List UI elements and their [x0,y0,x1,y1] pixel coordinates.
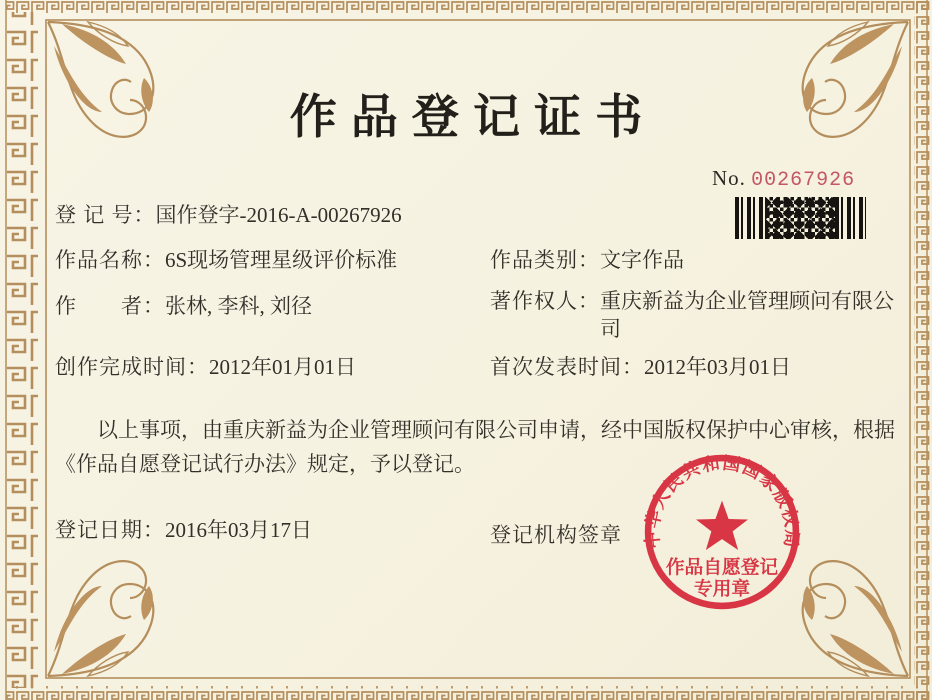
star-icon [696,501,748,550]
registration-number-value: 国作登字-2016-A-00267926 [155,203,402,227]
barcode-bars-left [735,197,766,239]
field-author [55,290,312,320]
serial-number [712,166,855,192]
creation-date-value: 2012年01月01日 [209,355,356,379]
field-copyright-owner [490,287,920,344]
registration-number-label: 登 记 号： [55,203,156,227]
serial-number-value: 00267926 [751,169,856,192]
author-label: 作 者： [55,294,165,318]
work-name-value: 6S现场管理星级评价标准 [165,248,398,272]
serial-number-label: No. [712,166,746,190]
work-name-label: 作品名称： [55,248,165,272]
field-first-publish-date [490,351,791,381]
copyright-owner-label: 著作权人： [490,289,600,313]
registration-statement: 以上事项，由重庆新益为企业管理顾问有限公司申请，经中国版权保护中心审核，根据《作品自愿登记试行办法》规定，予以登记。 [55,418,895,476]
seal-arc-text: 中华人民共和国国家版权局 [641,452,803,550]
registration-date-value: 2016年03月17日 [165,518,312,542]
work-type-label: 作品类别： [490,248,600,272]
org-signature-label: 登记机构签章 [490,523,622,547]
first-publish-date-value: 2012年03月01日 [644,355,791,379]
work-type-value: 文字作品 [600,248,684,272]
first-publish-date-label: 首次发表时间： [490,355,644,379]
seal-line1: 作品自愿登记 [665,557,779,579]
copyright-owner-value: 重庆新益为企业管理顾问有限公司 [600,289,894,342]
barcode-bars-right [835,197,866,239]
certificate-title: 作品登记证书 [289,92,657,144]
registration-date-label: 登记日期： [55,518,165,542]
field-work-type [490,244,684,274]
author-value: 张林, 李科, 刘径 [165,294,312,318]
field-org-signature [490,519,622,549]
seal-line2: 专用章 [693,578,751,600]
official-seal [641,451,803,613]
field-registration-date [55,514,312,544]
barcode [735,197,866,239]
field-registration-number [55,199,402,229]
field-work-name [55,244,397,274]
barcode-2d-block [766,197,834,239]
field-creation-date [55,351,356,381]
creation-date-label: 创作完成时间： [55,355,209,379]
